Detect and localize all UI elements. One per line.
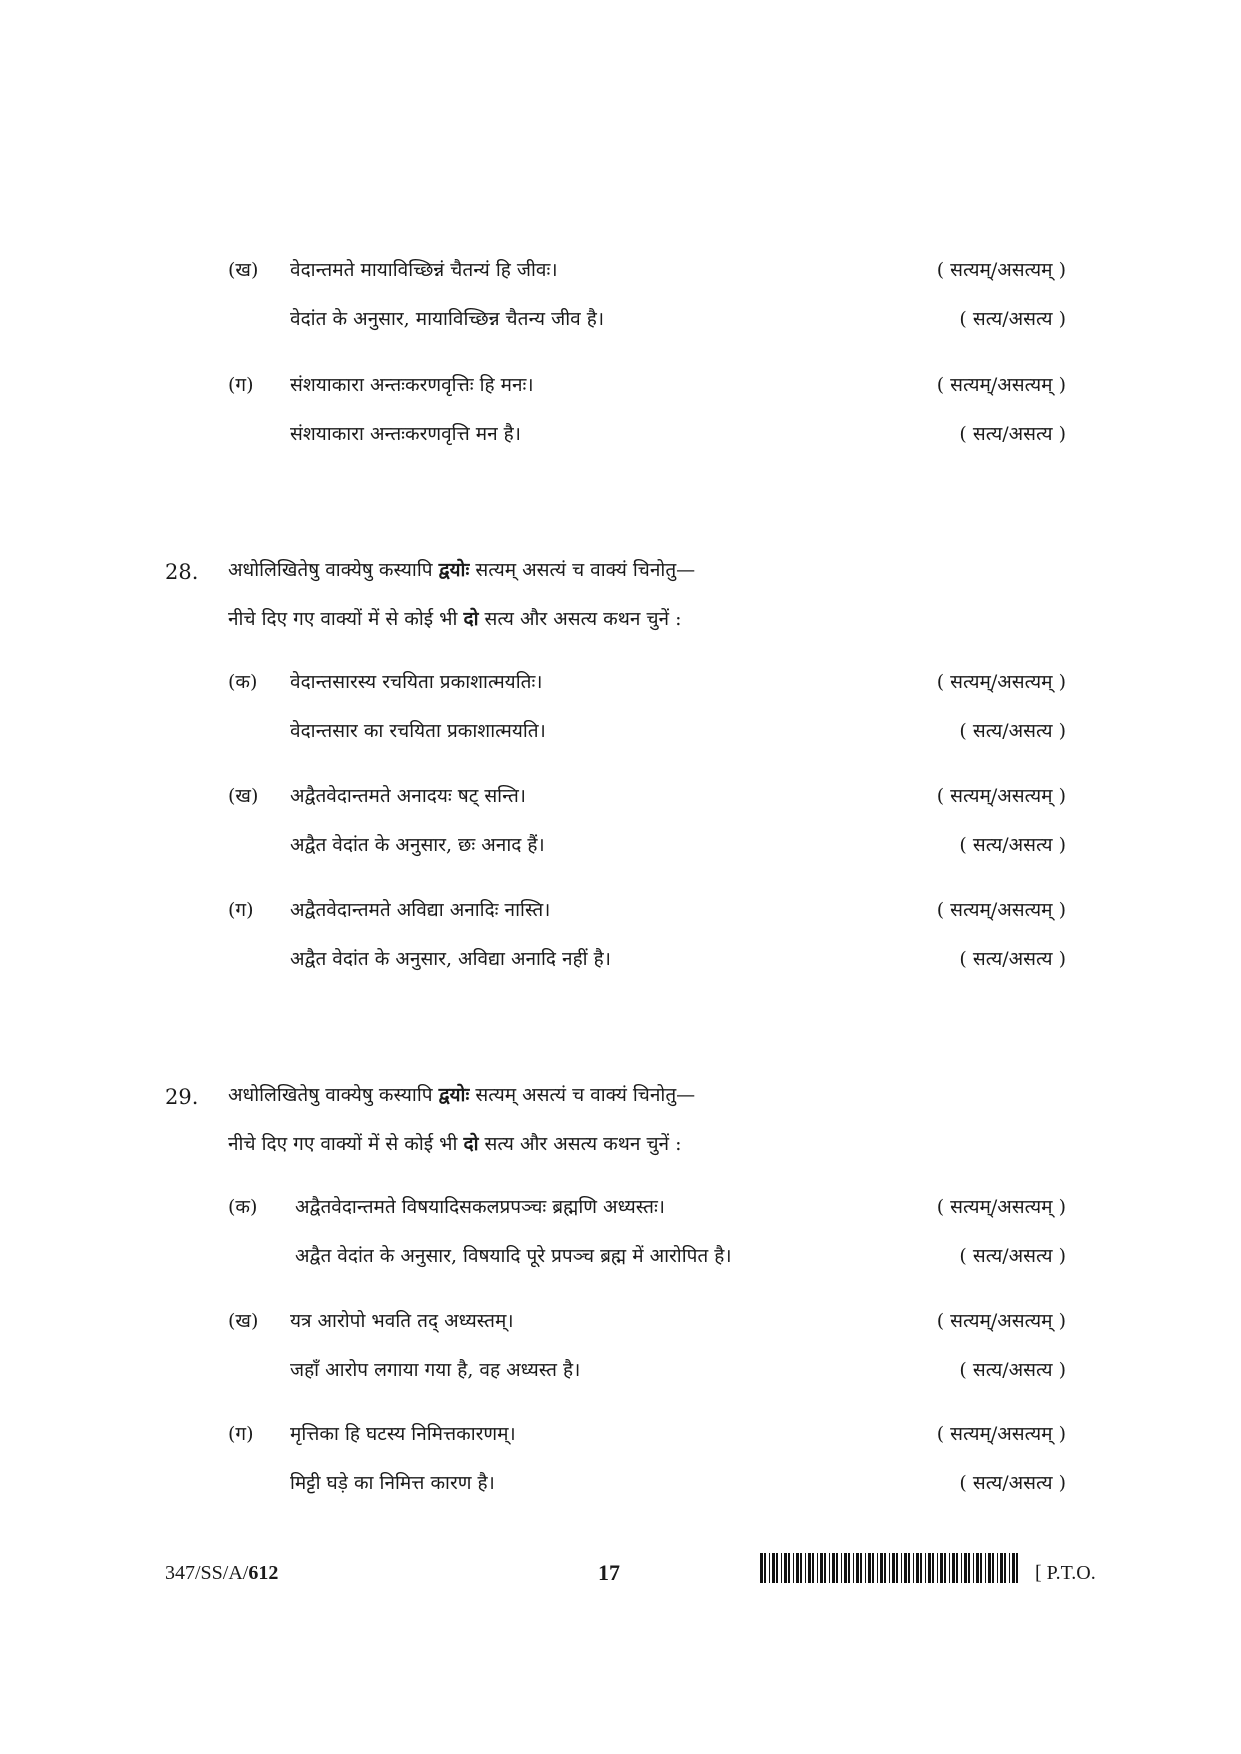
sanskrit-statement: अद्वैतवेदान्तमते अनादयः षट् सन्ति। <box>290 785 526 807</box>
question-number: 29. <box>165 1085 199 1109</box>
sanskrit-statement: अद्वैतवेदान्तमते अविद्या अनादिः नास्ति। <box>290 899 551 921</box>
hindi-options: ( सत्य/असत्य ) <box>959 834 1066 856</box>
sanskrit-options: ( सत्यम्/असत्यम् ) <box>936 899 1066 921</box>
hindi-options: ( सत्य/असत्य ) <box>959 1359 1066 1381</box>
hindi-statement: मिट्टी घड़े का निमित्त कारण है। <box>290 1472 495 1494</box>
sanskrit-statement: वेदान्तमते मायाविच्छिन्नं चैतन्यं हि जीवः। <box>290 259 558 281</box>
item-label: (क) <box>228 1196 258 1218</box>
hindi-options: ( सत्य/असत्य ) <box>959 423 1066 445</box>
sanskrit-options: ( सत्यम्/असत्यम् ) <box>936 1196 1066 1218</box>
sanskrit-options: ( सत्यम्/असत्यम् ) <box>936 1423 1066 1445</box>
barcode-icon <box>760 1553 1020 1583</box>
sanskrit-options: ( सत्यम्/असत्यम् ) <box>936 671 1066 693</box>
item-label: (ग) <box>228 1423 254 1445</box>
instruction-sanskrit: अधोलिखितेषु वाक्येषु कस्यापि द्वयोः सत्यम् असत्यं च वाक्यं चिनोतु— <box>228 1084 696 1106</box>
page-number: 17 <box>598 1560 620 1585</box>
item-label: (ग) <box>228 899 254 921</box>
paper-code: 347/SS/A/612 <box>165 1562 279 1584</box>
hindi-options: ( सत्य/असत्य ) <box>959 948 1066 970</box>
item-label: (ख) <box>228 785 259 807</box>
pto-label: [ P.T.O. <box>1035 1562 1096 1584</box>
item-label: (क) <box>228 671 258 693</box>
item-label: (ग) <box>228 374 254 396</box>
sanskrit-statement: संशयाकारा अन्तःकरणवृत्तिः हि मनः। <box>290 374 534 396</box>
sanskrit-statement: वेदान्तसारस्य रचयिता प्रकाशात्मयतिः। <box>290 671 543 693</box>
hindi-statement: अद्वैत वेदांत के अनुसार, अविद्या अनादि नहीं है। <box>290 948 611 970</box>
instruction-sanskrit: अधोलिखितेषु वाक्येषु कस्यापि द्वयोः सत्यम् असत्यं च वाक्यं चिनोतु— <box>228 559 696 581</box>
item-label: (ख) <box>228 1310 259 1332</box>
sanskrit-statement: मृत्तिका हि घटस्य निमित्तकारणम्। <box>290 1423 516 1445</box>
sanskrit-options: ( सत्यम्/असत्यम् ) <box>936 259 1066 281</box>
item-label: (ख) <box>228 259 259 281</box>
hindi-statement: वेदान्तसार का रचयिता प्रकाशात्मयति। <box>290 720 546 742</box>
hindi-options: ( सत्य/असत्य ) <box>959 1245 1066 1267</box>
hindi-statement: अद्वैत वेदांत के अनुसार, विषयादि पूरे प्रपञ्च ब्रह्म में आरोपित है। <box>295 1245 732 1267</box>
sanskrit-options: ( सत्यम्/असत्यम् ) <box>936 785 1066 807</box>
question-number: 28. <box>165 560 199 584</box>
hindi-statement: वेदांत के अनुसार, मायाविच्छिन्न चैतन्य जीव है। <box>290 308 605 330</box>
hindi-statement: संशयाकारा अन्तःकरणवृत्ति मन है। <box>290 423 521 445</box>
hindi-options: ( सत्य/असत्य ) <box>959 308 1066 330</box>
sanskrit-options: ( सत्यम्/असत्यम् ) <box>936 374 1066 396</box>
sanskrit-options: ( सत्यम्/असत्यम् ) <box>936 1310 1066 1332</box>
hindi-options: ( सत्य/असत्य ) <box>959 1472 1066 1494</box>
hindi-options: ( सत्य/असत्य ) <box>959 720 1066 742</box>
hindi-statement: अद्वैत वेदांत के अनुसार, छः अनाद हैं। <box>290 834 545 856</box>
sanskrit-statement: यत्र आरोपो भवति तद् अध्यस्तम्। <box>290 1310 514 1332</box>
sanskrit-statement: अद्वैतवेदान्तमते विषयादिसकलप्रपञ्चः ब्रह्मणि अध्यस्तः। <box>295 1196 665 1218</box>
instruction-hindi: नीचे दिए गए वाक्यों में से कोई भी दो सत्य और असत्य कथन चुनें : <box>228 1133 682 1155</box>
instruction-hindi: नीचे दिए गए वाक्यों में से कोई भी दो सत्य और असत्य कथन चुनें : <box>228 608 682 630</box>
hindi-statement: जहाँ आरोप लगाया गया है, वह अध्यस्त है। <box>290 1359 581 1381</box>
